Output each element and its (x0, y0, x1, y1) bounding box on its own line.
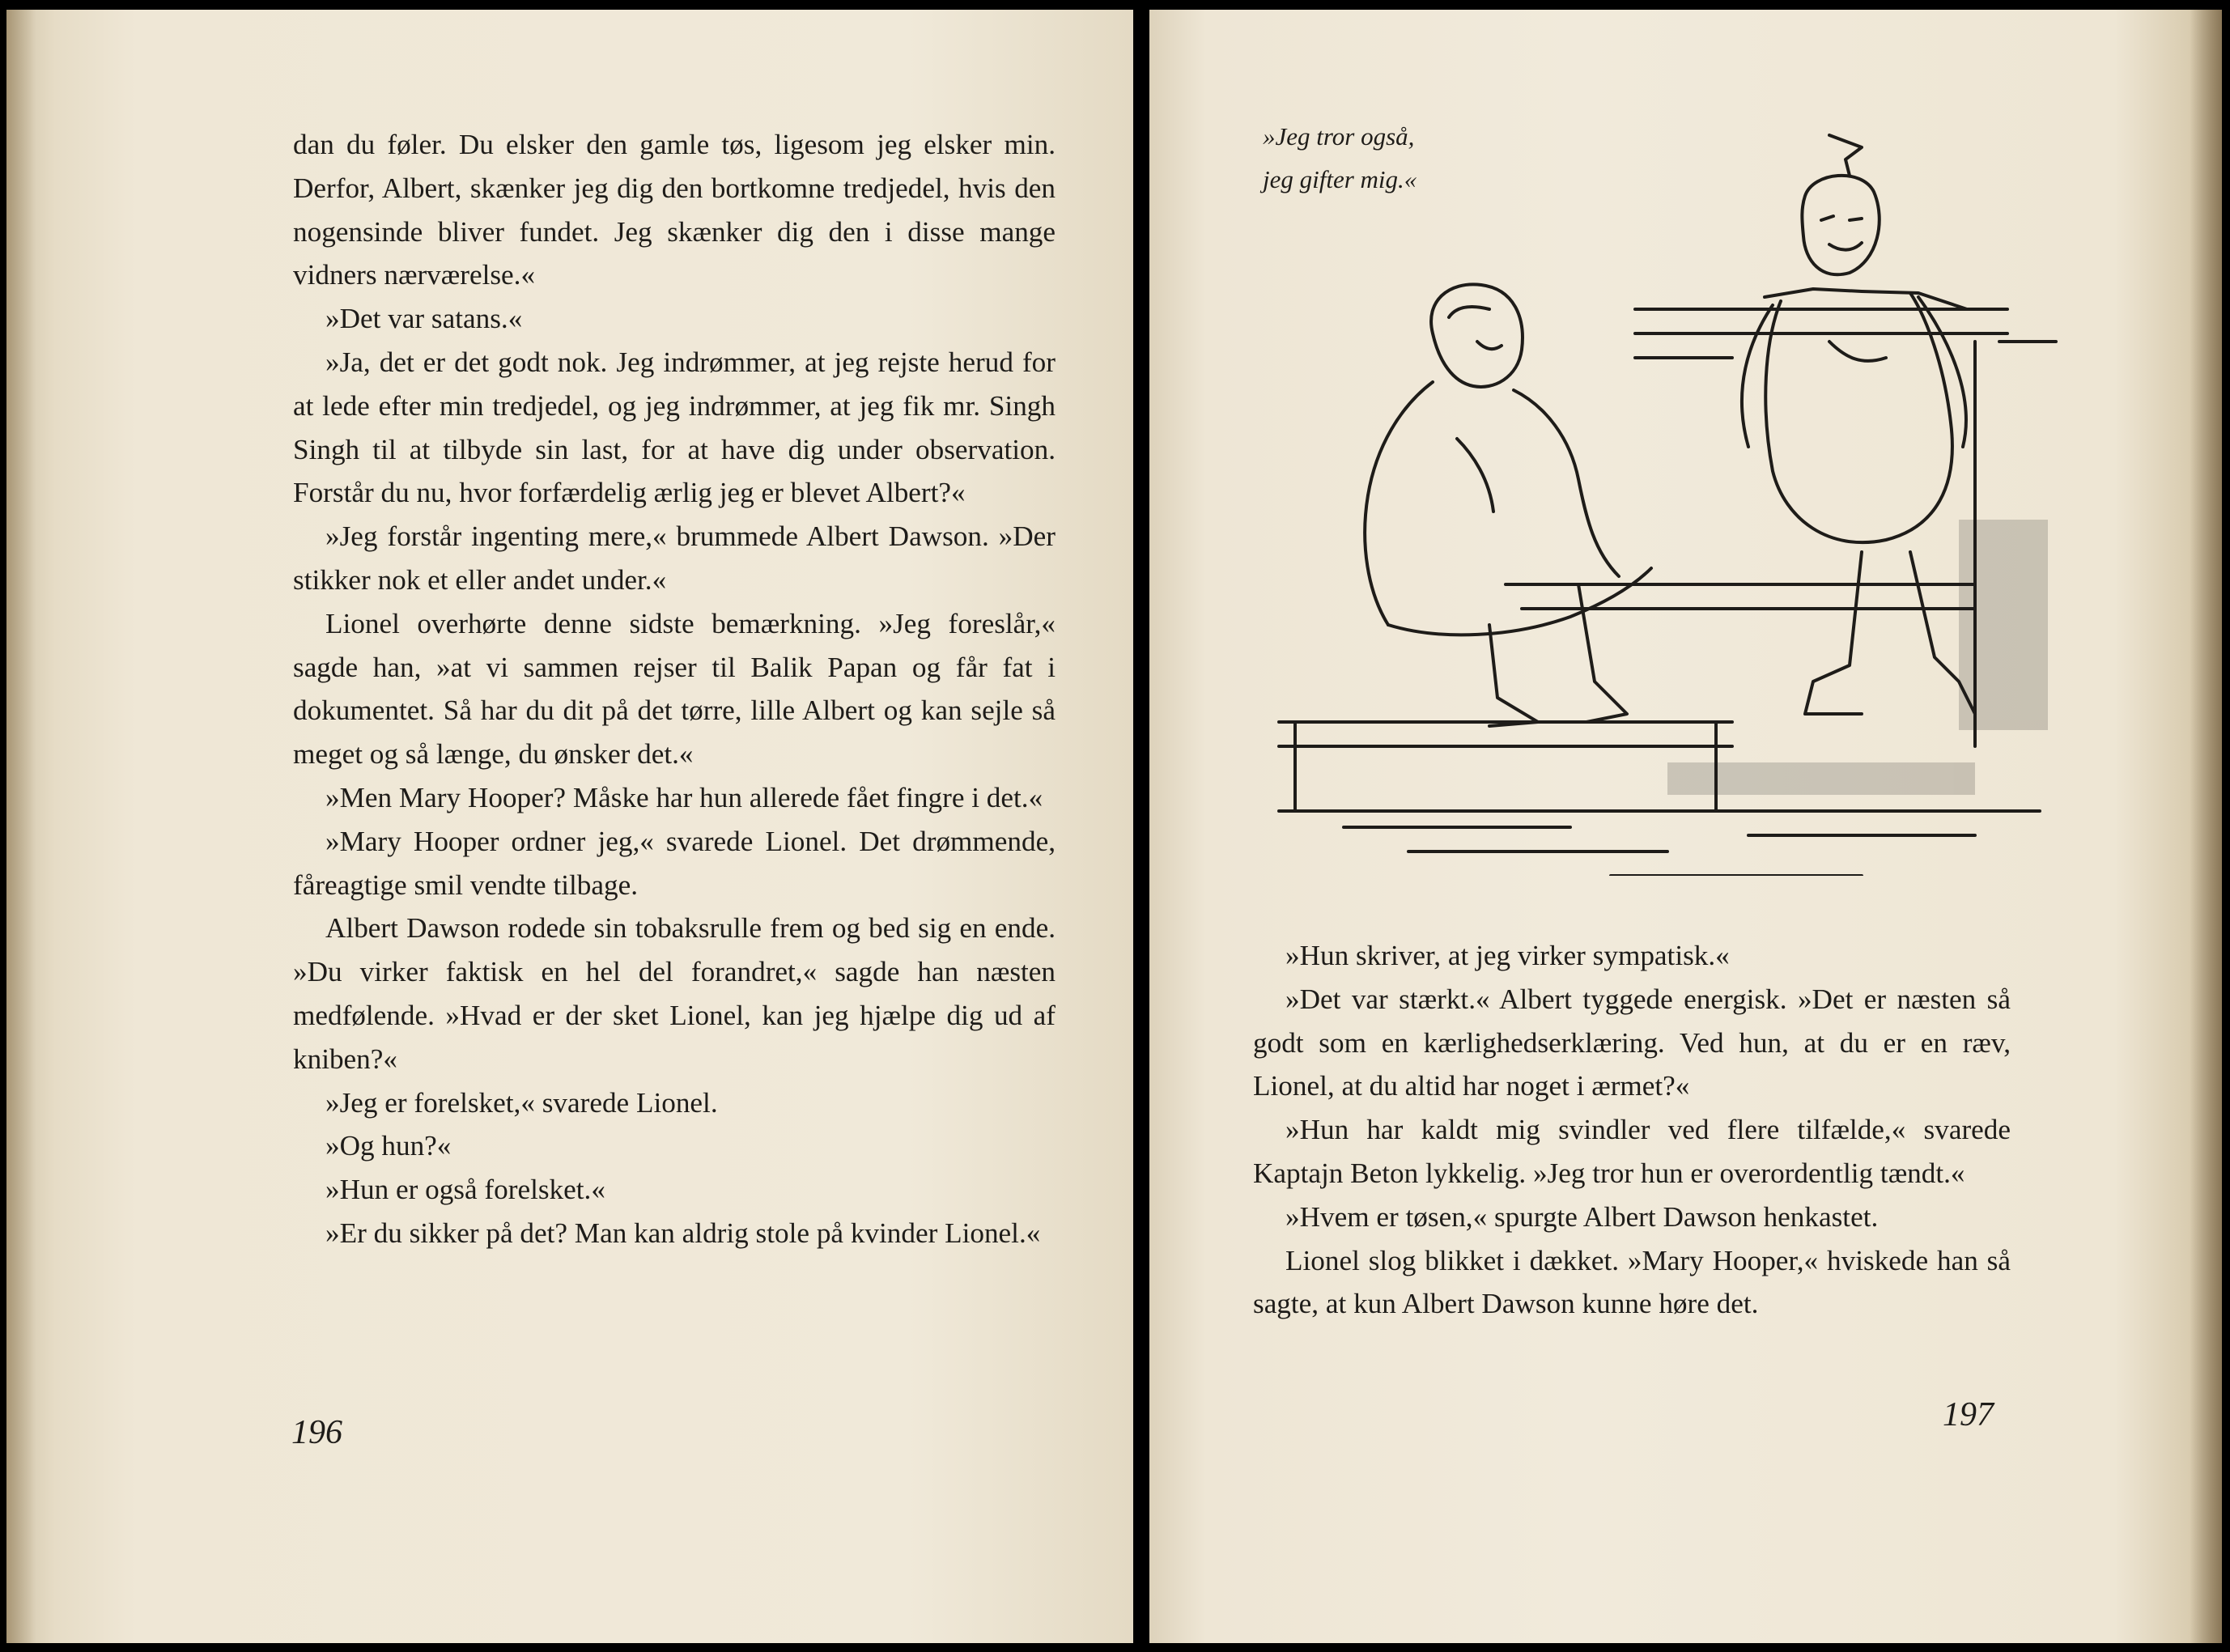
paragraph: Lionel overhørte denne sidste bemærkning. »Jeg foreslår,« sagde han, »at vi sammen rejser til Balik Papan og får fat i dokumentet. Så har du dit på det tørre, lille Albert og kan sejle så meget og så længe, du ønsker det.« (293, 607, 1056, 771)
shading-hatch (1667, 520, 2048, 795)
right-page-text (1253, 934, 2011, 1326)
standing-figure-head (1802, 176, 1879, 274)
paragraph: »Og hun?« (325, 1130, 452, 1162)
hat-plume-stroke (1829, 135, 1862, 176)
right-page (1149, 10, 2222, 1643)
paragraph: Lionel slog blikket i dækket. »Mary Hooper,« hviskede han så sagte, at kun Albert Dawson kunne høre det. (1253, 1244, 2011, 1320)
left-page-text (293, 123, 1056, 1255)
page-number: 196 (291, 1414, 342, 1451)
page-edge-shadow (2190, 10, 2222, 1643)
page-number: 197 (1943, 1396, 1994, 1433)
seated-figure-head (1431, 284, 1523, 387)
paragraph: »Jeg er forelsket,« svarede Lionel. (325, 1086, 718, 1119)
paragraph: »Mary Hooper ordner jeg,« svarede Lionel. Det drømmende, fåreagtige smil vendte tilbage. (293, 825, 1056, 901)
paragraph: Albert Dawson rodede sin tobaksrulle frem og bed sig en ende. »Du virker faktisk en hel del forandret,« sagde han næsten medfølende. »Hvad er der sket Lionel, kan jeg hjælpe dig ud af kniben?« (293, 912, 1056, 1075)
caption-line: »Jeg tror også, (1263, 122, 1415, 151)
ink-illustration (1247, 99, 2064, 876)
paragraph: »Det var stærkt.« Albert tyggede energisk. »Det er næsten så godt som en kærlighedserklæring. Ved hun, at du er en ræv, Lionel, at du altid har noget i ærmet?« (1253, 983, 2011, 1102)
paragraph: »Det var satans.« (325, 303, 523, 335)
caption-line: jeg gifter mig.« (1263, 165, 1417, 193)
paragraph: »Hvem er tøsen,« spurgte Albert Dawson henkastet. (1285, 1200, 1879, 1233)
paragraph: »Men Mary Hooper? Måske har hun allerede fået fingre i det.« (325, 781, 1043, 813)
page-edge-shadow (6, 10, 36, 1643)
paragraph: »Hun har kaldt mig svindler ved flere tilfælde,« svarede Kaptajn Beton lykkelig. »Jeg tror hun er overordentlig tændt.« (1253, 1114, 2011, 1189)
paragraph: dan du føler. Du elsker den gamle tøs, ligesom jeg elsker min. Derfor, Albert, skænker jeg dig den bortkomne tredjedel, hvis den nogensinde bliver fundet. Jeg skænker dig den i disse mange vidners nærværelse.« (293, 129, 1056, 291)
left-page (6, 10, 1133, 1643)
paragraph: »Jeg forstår ingenting mere,« brummede Albert Dawson. »Der stikker nok et eller andet under.« (293, 520, 1056, 596)
paragraph: »Ja, det er det godt nok. Jeg indrømmer, at jeg rejste herud for at lede efter min tredjedel, og jeg indrømmer, at jeg fik mr. Singh Singh til at tilbyde sin last, for at have dig under observation. Forstår du nu, hvor forfærdelig ærlig jeg er blevet Albert?« (293, 346, 1056, 509)
paragraph: »Hun er også forelsket.« (325, 1174, 605, 1206)
paragraph: »Hun skriver, at jeg virker sympatisk.« (1285, 940, 1730, 971)
paragraph: »Er du sikker på det? Man kan aldrig stole på kvinder Lionel.« (325, 1217, 1041, 1249)
